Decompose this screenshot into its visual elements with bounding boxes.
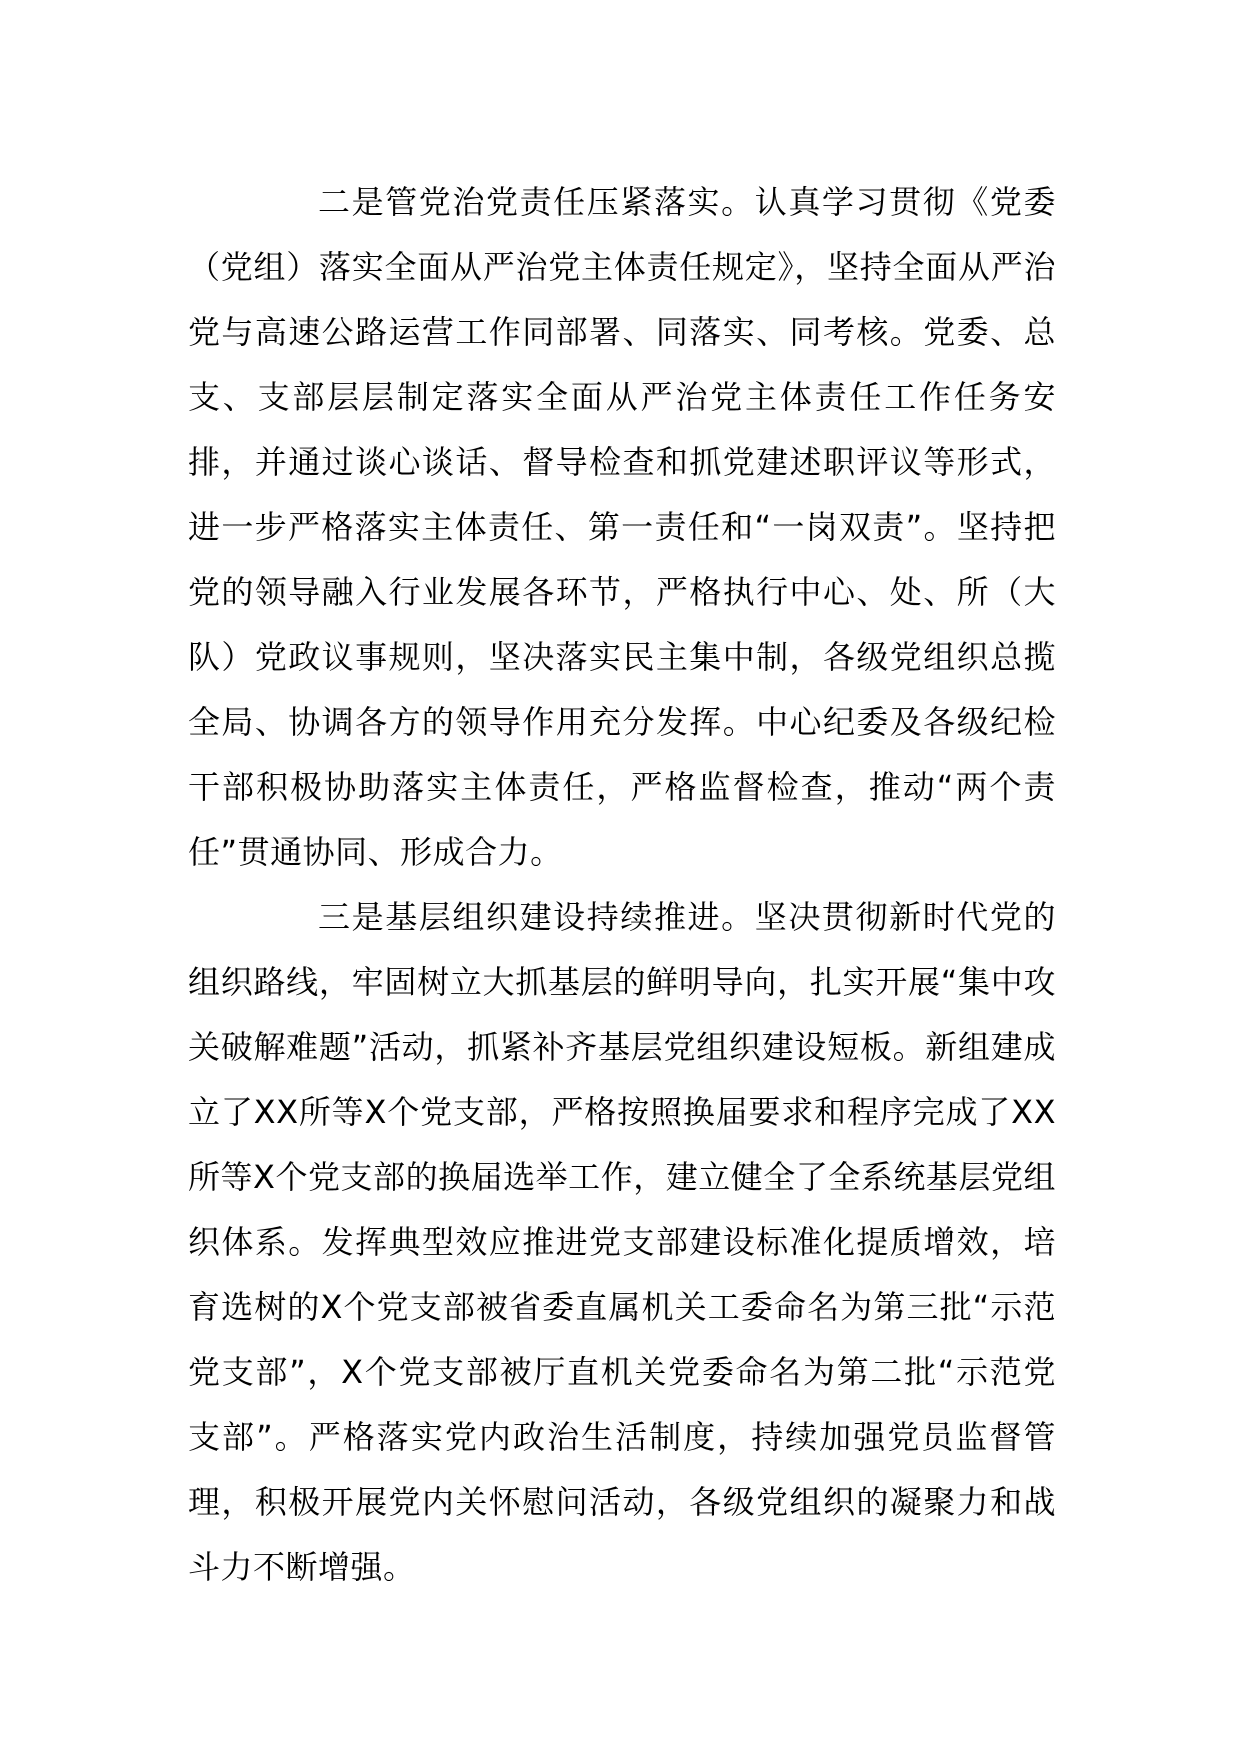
paragraph-party-governance-responsibility: 二是管党治党责任压紧落实。认真学习贯彻《党委（党组）落实全面从严治党主体责任规定》，坚持全面从严治党与高速公路运营工作同部署、同落实、同考核。党委、总支、支部层层制定落实全面从严治党主体责任工作任务安排，并通过谈心谈话、督导检查和抓党建述职评议等形式，进一步严格落实主体责任、第一责任和“一岗双责”。坚持把党的领导融入行业发展各环节，严格执行中心、处、所（大队）党政议事规则，坚决落实民主集中制，各级党组织总揽全局、协调各方的领导作用充分发挥。中心纪委及各级纪检干部积极协助落实主体责任，严格监督检查，推动“两个责任”贯通协同、形成合力。 [188, 183, 1056, 871]
paragraph-grassroots-organization-building: 三是基层组织建设持续推进。坚决贯彻新时代党的组织路线，牢固树立大抓基层的鲜明导向，扎实开展“集中攻关破解难题”活动，抓紧补齐基层党组织建设短板。新组建成立了XX所等X个党支部，严格按照换届要求和程序完成了XX所等X个党支部的换届选举工作，建立健全了全系统基层党组织体系。发挥典型效应推进党支部建设标准化提质增效，培育选树的X个党支部被省委直属机关工委命名为第三批“示范党支部”，X个党支部被厅直机关党委命名为第二批“示范党支部”。严格落实党内政治生活制度，持续加强党员监督管理，积极开展党内关怀慰问活动，各级党组织的凝聚力和战斗力不断增强。 [188, 898, 1056, 1586]
document-body [188, 170, 1056, 1600]
